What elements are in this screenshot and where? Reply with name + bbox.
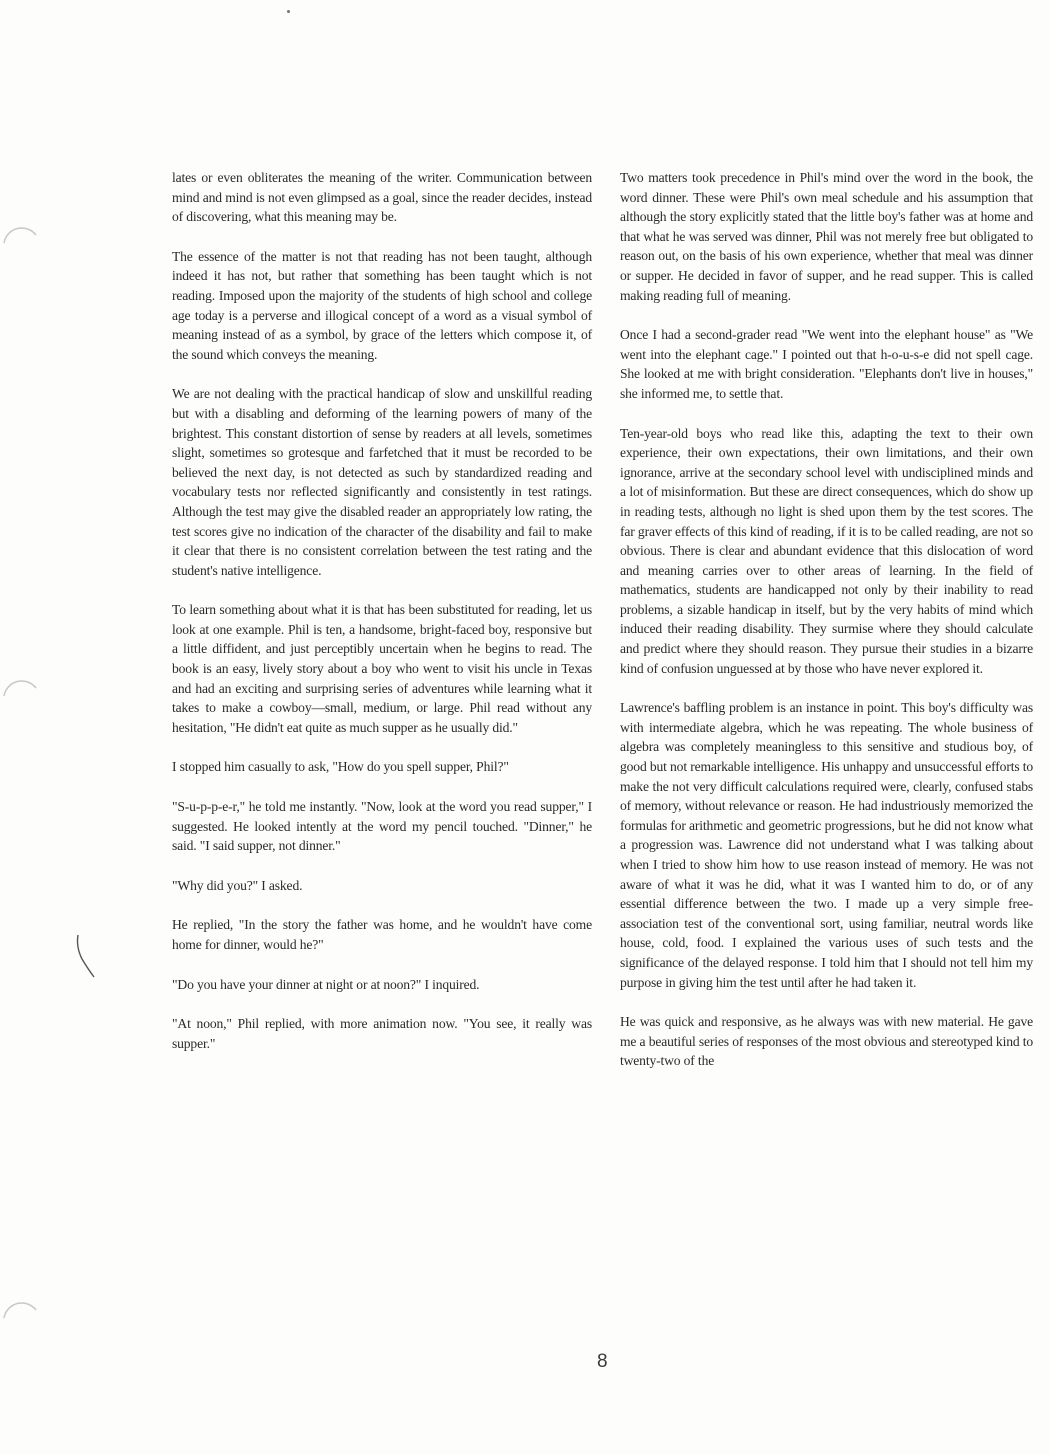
paragraph: I stopped him casually to ask, "How do you spell supper, Phil?" [172, 759, 509, 775]
paragraph: He was quick and responsive, as he always was with new material. He gave me a beautiful series of responses of the most obvious and stereotyped kind to twenty-two of the [620, 1014, 1034, 1069]
paragraph: Ten-year-old boys who read like this, adapting the text to their own experience, their own expectations, their own limitations, and their own ignorance, arrive at the secondary school level with undisciplined minds and a lot of misinformation. But these are direct consequences, which do show up in reading tests, although no light is shed upon them by the test scores. The far graver effects of this kind of reading, if it is to be called reading, are not so obvious. There is clear and abundant evidence that this dislocation of word and meaning carries over to other areas of learning. In the field of mathematics, students are handicapped not only by their inability to read problems, a sizable handicap in itself, but by the very habits of mind which induced their reading disability. They surmise where they should calculate and predict where they should reason. They pursue their studies in a bizarre kind of confusion unguessed at by those who have never explored it. [620, 425, 1033, 676]
right-column [620, 168, 1033, 1091]
paragraph: We are not dealing with the practical handicap of slow and unskillful reading but with a disabling and deforming of the learning powers of many of the brightest. This constant distortion of sense by readers at all levels, sometimes slight, sometimes so grotesque and farfetched that it must be recorded to be believed the next day, is not detected as such by standardized reading and vocabulary tests nor reflected significantly and consistently in test ratings. Although the test may give the disabled reader an appropriately low rating, the test scores give no indication of the character of the disability and fail to make it clear that there is no consistent correlation between the test rating and the student's native intelligence. [172, 386, 592, 578]
binder-hole-mark [2, 676, 42, 716]
left-column [172, 168, 592, 1073]
paragraph: He replied, "In the story the father was home, and he wouldn't have come home for dinner, would he?" [172, 917, 592, 952]
page-number: 8 [597, 1351, 608, 1372]
paragraph: lates or even obliterates the meaning of the writer. Communication between mind and mind is not even glimpsed as a goal, since the reader decides, instead of discovering, what this meaning may be. [172, 170, 592, 225]
scan-speck [287, 10, 290, 13]
paragraph: "Why did you?" I asked. [172, 877, 303, 893]
paragraph: To learn something about what it is that has been substituted for reading, let us look at one example. Phil is ten, a handsome, bright-faced boy, responsive but a little diffident, and just perceptibly uncertain when he begins to read. The book is an easy, lively story about a boy who went to visit his uncle in Texas and had an exciting and surprising series of adventures while learning what it takes to make a cowboy—small, medium, or large. Phil read without any hesitation, "He didn't eat quite as much supper as he usually did." [172, 602, 592, 735]
binder-hole-mark [2, 1298, 42, 1338]
paragraph: "At noon," Phil replied, with more animation now. "You see, it really was supper." [172, 1016, 592, 1051]
paragraph: Once I had a second-grader read "We went into the elephant house" as "We went into the elephant cage." I pointed out that h-o-u-s-e did not spell cage. She looked at me with bright consideration. "Elephants don't live in houses," she informed me, to settle that. [620, 327, 1033, 401]
binder-hole-mark [2, 223, 42, 263]
paragraph: Two matters took precedence in Phil's mind over the word in the book, the word dinner. These were Phil's own meal schedule and his assumption that although the story explicitly stated that the little boy's father was at home and that what he was served was dinner, Phil was not merely free but obligated to reason out, on the basis of his own experience, whether that meal was dinner or supper. He decided in favor of supper, and he read supper. This is called making reading full of meaning. [620, 170, 1033, 303]
pencil-mark [72, 933, 100, 979]
paragraph: Lawrence's baffling problem is an instance in point. This boy's difficulty was with intermediate algebra, which he was repeating. The whole business of algebra was completely meaningless to this sensitive and studious boy, of good but not remarkable intelligence. His unhappy and unsuccessful efforts to make the not very difficult calculations required were, clearly, confused stabs of memory, without relevance or reason. He had industriously memorized the formulas for arithmetic and geometric progressions, but he did not know what a progression was. Lawrence did not understand what I was talking about when I tried to show him how to use reason instead of memory. He was not aware of what it was he did, what it was I wanted him to do, or of any essential difference between the two. I made up a very simple free-association test of the conventional sort, using familiar, neutral words like house, cold, food. I explained the various uses of such tests and the significance of the delayed response. I told him that I should not tell him my purpose in giving him the test until after he had taken it. [620, 700, 1033, 990]
paragraph: The essence of the matter is not that reading has not been taught, although indeed it has not, but rather that something has been taught which is not reading. Imposed upon the majority of the students of high school and college age today is a perverse and illogical concept of a word as a visual symbol of meaning instead of as a symbol, by grace of the letters which compose it, of the sound which conveys the meaning. [172, 248, 592, 362]
paragraph: "S-u-p-p-e-r," he told me instantly. "Now, look at the word you read supper," I suggested. He looked intently at the word my pencil touched. "Dinner," he said. "I said supper, not dinner." [172, 799, 592, 854]
paragraph: "Do you have your dinner at night or at noon?" I inquired. [172, 976, 480, 992]
